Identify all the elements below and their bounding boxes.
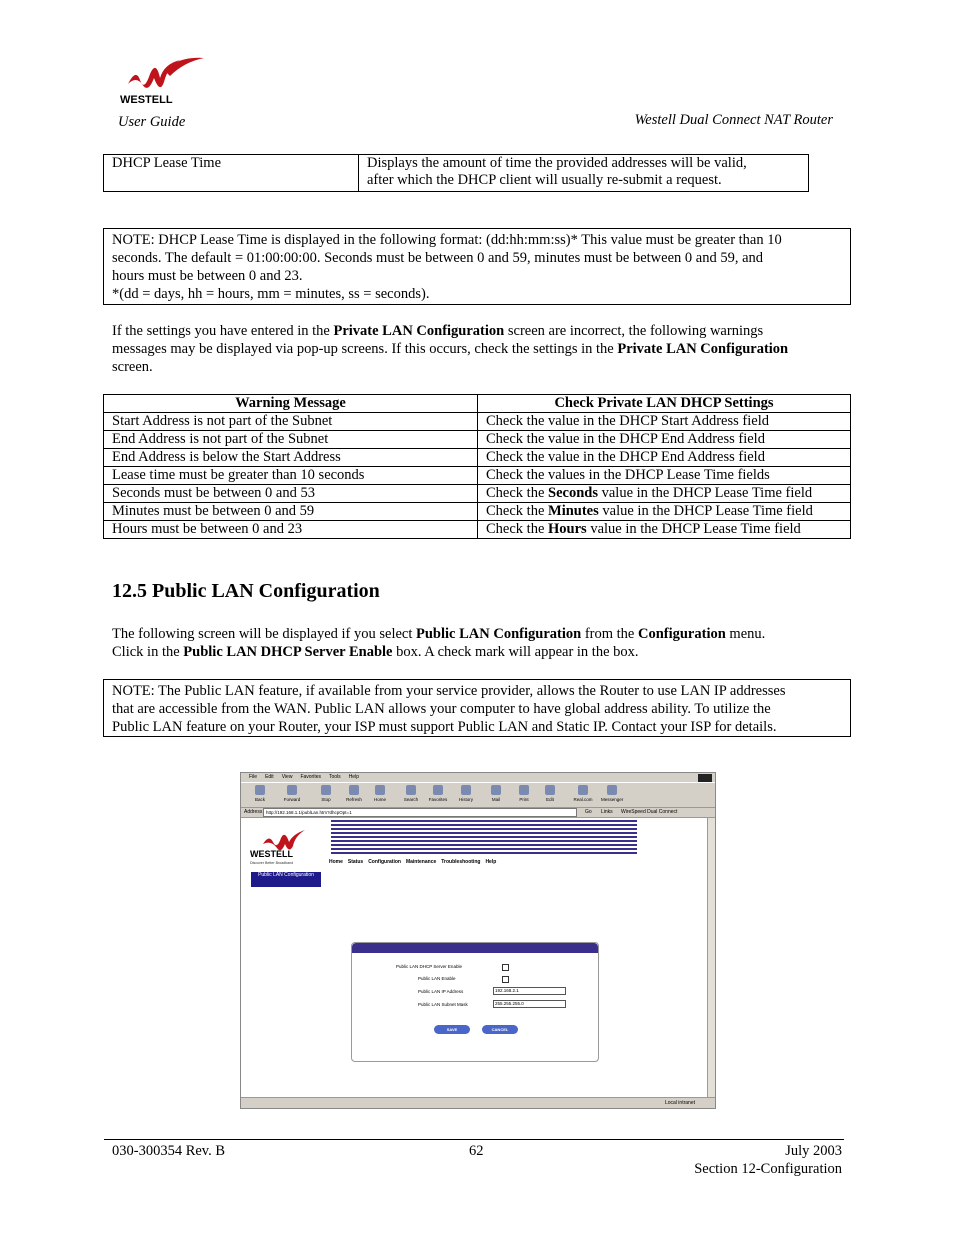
- table-row: Minutes must be between 0 and 59 Check the Minutes value in the DHCP Lease Time field: [104, 503, 851, 521]
- back-button: Back: [249, 785, 271, 802]
- col-header-check: Check Private LAN DHCP Settings: [478, 395, 851, 413]
- footer-date: July 2003: [785, 1143, 842, 1159]
- realcom-icon: [578, 785, 588, 795]
- browser-screenshot: [240, 772, 716, 1109]
- table-row: End Address is not part of the Subnet Check the value in the DHCP End Address field: [104, 431, 851, 449]
- menu-tools: Tools: [329, 774, 341, 780]
- table-row: Seconds must be between 0 and 53 Check the Seconds value in the DHCP Lease Time field: [104, 485, 851, 503]
- header-product: Westell Dual Connect NAT Router: [634, 112, 833, 128]
- print-icon: [519, 785, 529, 795]
- history-button: History: [455, 785, 477, 802]
- header-stripes: [331, 820, 637, 856]
- refresh-icon: [349, 785, 359, 795]
- search-icon: [406, 785, 416, 795]
- status-zone: Local intranet: [664, 1100, 695, 1106]
- browser-menubar: [241, 773, 715, 782]
- lease-table: [103, 154, 809, 192]
- forward-icon: [287, 785, 297, 795]
- mail-icon: [491, 785, 501, 795]
- history-icon: [461, 785, 471, 795]
- go-button: Go: [585, 809, 592, 815]
- lease-term: DHCP Lease Time: [104, 155, 359, 192]
- nav-maintenance: Maintenance: [405, 859, 437, 865]
- table-row: Lease time must be greater than 10 seconds Check the values in the DHCP Lease Time fields: [104, 467, 851, 485]
- note-lease-format: NOTE: DHCP Lease Time is displayed in the following format: (dd:hh:mm:ss)* This value must be greater than 10 seconds. The default = 01:00:00:00. Seconds must be between 0 and 59, minutes must be between 0 and 59, and hours must be between 0 and 23. *(dd = days, hh = hours, mm = minutes, ss = seconds).: [103, 228, 851, 305]
- ip-address-label: Public LAN IP Address: [418, 989, 464, 994]
- favorites-button: Favorites: [427, 785, 449, 802]
- col-header-warning: Warning Message: [104, 395, 478, 413]
- cancel-button: CANCEL: [482, 1025, 518, 1034]
- lease-desc: Displays the amount of time the provided addresses will be valid, after which the DHCP client will usually re-submit a request.: [359, 155, 809, 192]
- menu-view: View: [281, 774, 293, 780]
- messenger-button: Messenger: [601, 785, 623, 802]
- footer-rule: [104, 1139, 844, 1140]
- print-button: Print: [513, 785, 535, 802]
- table-row: Hours must be between 0 and 23 Check the Hours value in the DHCP Lease Time field: [104, 521, 851, 539]
- intro-paragraph: If the settings you have entered in the Private LAN Configuration screen are incorrect, the following warnings messages may be displayed via pop-up screens. If this occurs, check the settings in the Private LAN Configuration screen.: [112, 323, 789, 375]
- home-icon: [375, 785, 385, 795]
- address-bar: Address http://192.168.1.1/publLan.htm?dhcpOpt=1 Go Links WireSpeed Dual Connect: [241, 807, 715, 818]
- westell-logo: [118, 54, 208, 106]
- footer-doc-number: 030-300354 Rev. B: [112, 1143, 226, 1159]
- messenger-icon: [607, 785, 617, 795]
- note-public-lan: NOTE: The Public LAN feature, if available from your service provider, allows the Router to use LAN IP addresses that are accessible from the WAN. Public LAN allows your computer to have global address ability. To utilize the Public LAN feature on your Router, your ISP must support Public LAN and Static IP. Contact your ISP for details.: [103, 679, 851, 737]
- ip-address-input: 192.168.2.1: [493, 987, 566, 995]
- edit-button: Edit: [539, 785, 561, 802]
- stop-button: Stop: [315, 785, 337, 802]
- realcom-button: Real.com: [572, 785, 594, 802]
- search-button: Search: [400, 785, 422, 802]
- links-label: Links: [601, 809, 613, 815]
- nav-configuration: Configuration: [368, 859, 401, 865]
- subnet-mask-input: 255.255.255.0: [493, 1000, 566, 1008]
- nav-status: Status: [347, 859, 364, 865]
- nav-troubleshooting: Troubleshooting: [441, 859, 481, 865]
- lan-enable-label: Public LAN Enable: [418, 976, 456, 981]
- status-bar: [241, 1097, 715, 1108]
- address-input: http://192.168.1.1/publLan.htm?dhcpOpt=1: [263, 808, 577, 817]
- page-content: [241, 818, 709, 1098]
- warning-table: [103, 394, 851, 539]
- favorites-icon: [433, 785, 443, 795]
- menu-edit: Edit: [265, 774, 274, 780]
- logo-text: WESTELL: [120, 94, 173, 106]
- menu-favorites: Favorites: [300, 774, 321, 780]
- menu-help: Help: [348, 774, 359, 780]
- footer-section: Section 12-Configuration: [694, 1161, 842, 1177]
- table-row: Start Address is not part of the Subnet Check the value in the DHCP Start Address field: [104, 413, 851, 431]
- dhcp-enable-checkbox: [502, 964, 509, 971]
- subnet-mask-label: Public LAN Subnet Mask: [418, 1002, 468, 1007]
- mail-button: Mail: [485, 785, 507, 802]
- table-row: End Address is below the Start Address Check the value in the DHCP End Address field: [104, 449, 851, 467]
- public-lan-config-button: Public LAN Configuration: [251, 872, 321, 887]
- footer-page-number: 62: [469, 1143, 484, 1159]
- public-lan-paragraph: The following screen will be displayed if you select Public LAN Configuration from the Configuration menu. Click in the Public LAN DHCP Server Enable box. A check mark will appear in the box.: [112, 626, 766, 660]
- page-nav: [329, 859, 501, 865]
- section-heading: 12.5 Public LAN Configuration: [112, 580, 380, 602]
- back-icon: [255, 785, 265, 795]
- lan-enable-checkbox: [502, 976, 509, 983]
- header-user-guide: User Guide: [118, 114, 186, 130]
- stop-icon: [321, 785, 331, 795]
- dhcp-enable-label: Public LAN DHCP Server Enable: [396, 964, 462, 969]
- scrollbar: [707, 818, 715, 1098]
- links-item: WireSpeed Dual Connect: [621, 809, 678, 815]
- forward-button: Forward: [281, 785, 303, 802]
- form-panel: [351, 942, 599, 1062]
- browser-toolbar: [241, 782, 715, 808]
- refresh-button: Refresh: [343, 785, 365, 802]
- save-button: SAVE: [434, 1025, 470, 1034]
- edit-icon: [545, 785, 555, 795]
- nav-help: Help: [485, 859, 497, 865]
- home-button: Home: [369, 785, 391, 802]
- nav-home: Home: [329, 859, 343, 865]
- windows-logo-icon: [698, 774, 712, 782]
- menu-file: File: [249, 774, 258, 780]
- svg-text:Discover Better Broadband: Discover Better Broadband: [250, 861, 294, 865]
- svg-text:WESTELL: WESTELL: [250, 849, 293, 859]
- page-logo: [249, 826, 319, 866]
